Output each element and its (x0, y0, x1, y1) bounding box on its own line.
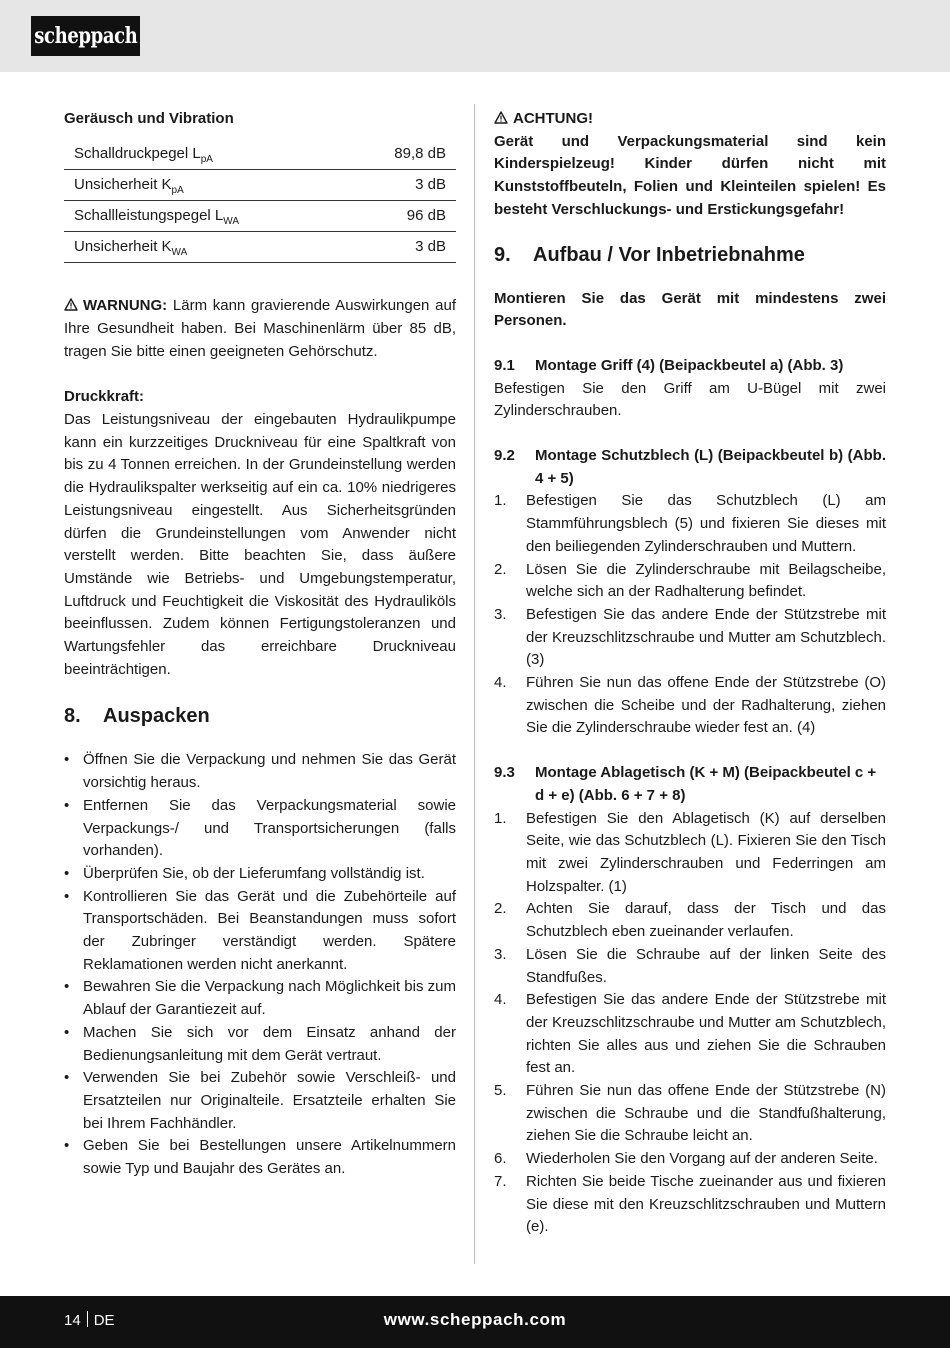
achtung-label: ACHTUNG! (513, 110, 593, 127)
list-item-text: Überprüfen Sie, ob der Lieferumfang vollständig ist. (83, 864, 425, 882)
left-column (64, 108, 456, 1181)
step-item (494, 1171, 886, 1239)
noise-row (64, 139, 456, 170)
subsection-9-3-steps (494, 808, 886, 1239)
subsection-9-1-number: 9.1 (494, 356, 515, 374)
step-number: 4. (494, 991, 507, 1009)
step-text: Befestigen Sie das andere Ende der Stützstrebe mit der Kreuzschlitzschraube und Mutter am Schutzblech. (3) (526, 605, 886, 669)
list-item (64, 749, 456, 794)
bullet-icon: • (64, 1023, 70, 1041)
step-item (494, 989, 886, 1080)
noise-title: Geräusch und Vibration (64, 110, 234, 127)
list-item (64, 795, 456, 863)
list-item (64, 886, 456, 977)
warning-triangle-icon (64, 298, 78, 311)
list-item (64, 976, 456, 1021)
achtung-text: Gerät und Verpackungsmaterial sind kein Kinderspielzeug! Kinder dürfen nicht mit Kunststoffbeuteln, Folien und Kleinteilen spielen! Es besteht Verschluckungs- und Erstickungsgefahr! (494, 132, 886, 218)
page-footer (0, 1296, 950, 1348)
step-text: Lösen Sie die Zylinderschraube mit Beilagscheibe, welche sich an der Radhalterung befindet. (526, 560, 886, 601)
step-item (494, 808, 886, 899)
noise-label (64, 201, 347, 232)
noise-label (64, 139, 347, 170)
section-9-title: Aufbau / Vor Inbetriebnahme (533, 243, 805, 266)
list-item (64, 1135, 456, 1180)
noise-value: 96 dB (347, 201, 457, 232)
list-item-text: Entfernen Sie das Verpackungsmaterial sowie Verpackungs-/ und Transportsicherungen (falls vorhanden). (83, 796, 456, 860)
druckkraft-title: Druckkraft: (64, 388, 145, 406)
subsection-9-3-number: 9.3 (494, 764, 515, 782)
subsection-9-1-text: Befestigen Sie den Griff am U-Bügel mit zwei Zylinderschrauben. (494, 379, 886, 420)
right-column (494, 108, 886, 1239)
list-item-text: Verwenden Sie bei Zubehör sowie Verschleiß- und Ersatzteilen nur Originalteile. Ersatzteile erhalten Sie bei Ihrem Fachhändler. (83, 1069, 456, 1132)
bullet-icon: • (64, 887, 70, 905)
step-number: 1. (494, 492, 507, 510)
subsection-9-1-title: Montage Griff (4) (Beipackbeutel a) (Abb. 3) (535, 356, 844, 374)
list-item-text: Kontrollieren Sie das Gerät und die Zubehörteile auf Transportschäden. Bei Beanstandungen muss sofort der Zubringer verständigt werden. Spätere Reklamationen werden nicht anerkannt. (83, 887, 456, 973)
logo-text: scheppach (33, 23, 138, 49)
subsection-9-1-heading (494, 355, 886, 378)
noise-value: 3 dB (347, 170, 457, 201)
step-item (494, 1080, 886, 1148)
step-item (494, 944, 886, 989)
subsection-9-3-title: Montage Ablagetisch (K + M) (Beipackbeutel c + d + e) (Abb. 6 + 7 + 8) (535, 764, 877, 804)
subsection-9-2-heading (494, 445, 886, 490)
subsection-9-2-title: Montage Schutzblech (L) (Beipackbeutel b) (Abb. 4 + 5) (535, 447, 886, 487)
noise-label-text: Unsicherheit K (74, 175, 172, 193)
step-text: Befestigen Sie den Ablagetisch (K) auf derselben Seite, wie das Schutzblech (L). Fixieren Sie den Tisch mit zwei Zylinderschrauben und Federringen am Holzspalter. (1) (526, 809, 886, 895)
subsection-9-3-heading (494, 762, 886, 807)
noise-row (64, 201, 456, 232)
step-item (494, 490, 886, 558)
step-number: 1. (494, 809, 507, 827)
subsection-9-2-steps (494, 490, 886, 740)
warning-triangle-icon (494, 111, 508, 124)
bullet-icon: • (64, 864, 70, 882)
step-text: Achten Sie darauf, dass der Tisch und das Schutzblech eben zueinander verlaufen. (526, 900, 886, 941)
step-text: Führen Sie nun das offene Ende der Stützstrebe (O) zwischen die Scheibe und der Radhalterung, ziehen Sie die Zylinderschraube wieder fest an. (4) (526, 674, 886, 737)
step-text: Lösen Sie die Schraube auf der linken Seite des Standfußes. (526, 945, 886, 986)
section-9-heading (494, 242, 886, 268)
step-number: 3. (494, 945, 507, 963)
section-8-title: Auspacken (103, 705, 210, 728)
page-header (0, 0, 950, 72)
bullet-icon: • (64, 796, 70, 814)
step-number: 3. (494, 605, 507, 623)
list-item (64, 1022, 456, 1067)
warning-label: WARNUNG: (83, 297, 168, 315)
druckkraft-text: Das Leistungsniveau der eingebauten Hydraulikpumpe kann ein kurzzeitiges Druckniveau für eine Spaltkraft von bis zu 4 Tonnen erreichen. In der Grundeinstellung werden die Hydraulikspalter werkseitig auf ein ca. 10% niedrigeres Leistungsniveau eingestellt. Aus Sicherheitsgründen dürfen die Grundeinstellungen vom Anwender nicht verstellt werden. Bitte beachten Sie, dass äußere Umstände wie Betriebs- und Umgebungstemperatur, Luftdruck und Feuchtigkeit die Viskosität des Hydrauliköls beeinflussen. Zudem können Fertigungstoleranzen und Wartungsfehler das erreichbare Druckniveau beeinträchtigen. (64, 411, 456, 678)
step-item (494, 672, 886, 740)
achtung-heading (494, 108, 886, 131)
noise-label (64, 232, 347, 263)
list-item-text: Machen Sie sich vor dem Einsatz anhand der Bedienungsanleitung mit dem Gerät vertraut. (83, 1023, 456, 1064)
noise-value: 3 dB (347, 232, 457, 263)
section-8-number: 8. (64, 705, 81, 728)
step-number: 4. (494, 674, 507, 692)
list-item-text: Geben Sie bei Bestellungen unsere Artikelnummern sowie Typ und Baujahr des Gerätes an. (83, 1137, 456, 1178)
warning-paragraph (64, 295, 456, 363)
noise-label-text: Schalldruckpegel L (74, 144, 201, 162)
section-9-intro: Montieren Sie das Gerät mit mindestens zwei Personen. (494, 289, 886, 330)
noise-row (64, 232, 456, 263)
step-text: Richten Sie beide Tische zueinander aus und fixieren Sie diese mit den Kreuzschlitzschrauben und Muttern (e). (526, 1172, 886, 1236)
step-number: 6. (494, 1150, 507, 1168)
scheppach-logo (31, 16, 140, 56)
step-item (494, 559, 886, 604)
bullet-icon: • (64, 751, 70, 769)
step-text: Führen Sie nun das offene Ende der Stützstrebe (N) zwischen die Schraube und die Standfußhalterung, ziehen Sie die Schraube leicht an. (526, 1082, 886, 1145)
warning-text: Lärm kann gravierende Auswirkungen auf Ihre Gesundheit haben. Bei Maschinenlärm über 85 dB, tragen Sie bitte einen geeigneten Gehörschutz. (64, 297, 456, 360)
bullet-icon: • (64, 978, 70, 996)
noise-value: 89,8 dB (347, 139, 457, 170)
unpacking-list (64, 749, 456, 1180)
column-divider (474, 104, 475, 1264)
step-number: 5. (494, 1082, 507, 1100)
step-number: 7. (494, 1172, 507, 1190)
step-text: Wiederholen Sie den Vorgang auf der anderen Seite. (526, 1150, 878, 1168)
noise-label-subscript: WA (223, 215, 240, 227)
language-code: DE (93, 1312, 115, 1329)
noise-label-text: Unsicherheit K (74, 237, 172, 255)
step-number: 2. (494, 900, 507, 918)
step-item (494, 898, 886, 943)
noise-table (64, 139, 456, 264)
step-text: Befestigen Sie das Schutzblech (L) am Stammführungsblech (5) und fixieren Sie dieses mit den beiliegenden Zylinderschrauben und Muttern. (526, 492, 886, 555)
bullet-icon: • (64, 1069, 70, 1087)
list-item (64, 863, 456, 886)
noise-row (64, 170, 456, 201)
step-text: Befestigen Sie das andere Ende der Stützstrebe mit der Kreuzschlitzschraube und Mutter am Schutzblech, richten Sie alles aus und ziehen Sie die Schrauben fest an. (526, 991, 886, 1077)
noise-label-subscript: WA (171, 246, 188, 258)
bullet-icon: • (64, 1137, 70, 1155)
subsection-9-2-number: 9.2 (494, 447, 515, 465)
list-item (64, 1067, 456, 1135)
list-item-text: Öffnen Sie die Verpackung und nehmen Sie das Gerät vorsichtig heraus. (83, 751, 456, 792)
step-item (494, 604, 886, 672)
website-url: www.scheppach.com (383, 1310, 567, 1329)
step-item (494, 1148, 886, 1171)
section-9-number: 9. (494, 243, 511, 266)
noise-label-subscript: pA (171, 184, 184, 196)
noise-label-subscript: pA (200, 153, 213, 165)
noise-label (64, 170, 347, 201)
noise-label-text: Schallleistungspegel L (74, 206, 224, 224)
section-8-heading (64, 703, 456, 729)
page-number: 14 (64, 1312, 81, 1329)
step-number: 2. (494, 560, 507, 578)
list-item-text: Bewahren Sie die Verpackung nach Möglichkeit bis zum Ablauf der Garantiezeit auf. (83, 978, 456, 1019)
